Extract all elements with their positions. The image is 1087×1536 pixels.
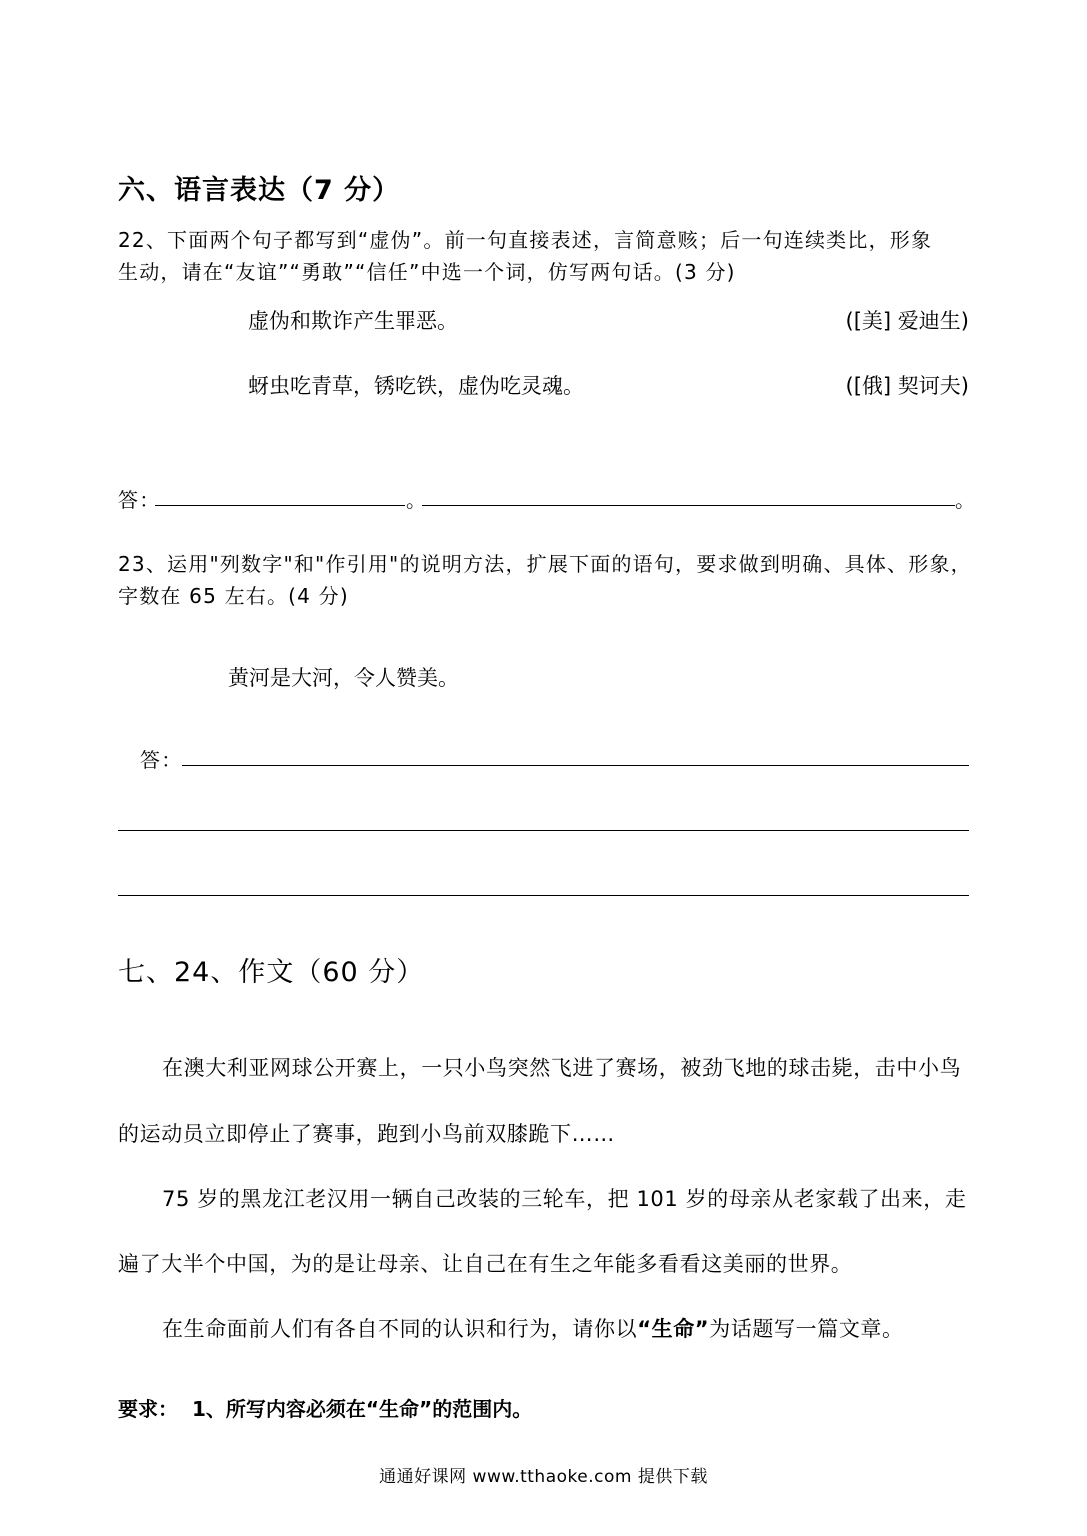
q23-answer-blank-2[interactable] (118, 830, 969, 831)
section-7-heading: 七、24、作文（60 分） (118, 957, 425, 988)
essay-topic-after: 为话题写一篇文章。 (709, 1317, 904, 1341)
q22-quote-1-text: 虚伪和欺诈产生罪恶。 (248, 309, 458, 333)
essay-topic (162, 1313, 904, 1343)
q23-line-2: 字数在 65 左右。(4 分) (118, 584, 349, 608)
q22-quote-2-author: ([俄] 契诃夫) (845, 374, 969, 398)
q22-answer-label: 答： (118, 488, 161, 512)
essay-paragraph-2-line-2: 遍了大半个中国，为的是让母亲、让自己在有生之年能多看看这美丽的世界。 (118, 1252, 853, 1276)
q23-line-1: 23、运用"列数字"和"作引用"的说明方法，扩展下面的语句，要求做到明确、具体、形象， (118, 552, 972, 576)
q22-line-1: 22、下面两个句子都写到“虚伪”。前一句直接表述，言简意赅；后一句连续类比，形象 (118, 228, 933, 252)
q22-period-1: 。 (406, 488, 428, 512)
requirement-item-1: 1、所写内容必须在“生命”的范围内。 (192, 1397, 533, 1421)
essay-paragraph-1-line-2: 的运动员立即停止了赛事，跑到小鸟前双膝跪下…… (118, 1122, 615, 1146)
essay-paragraph-1-line-1: 在澳大利亚网球公开赛上，一只小鸟突然飞进了赛场，被劲飞地的球击毙，击中小鸟 (162, 1056, 962, 1080)
page-footer: 通通好课网 www.tthaoke.com 提供下载 (379, 1467, 708, 1487)
requirement-label: 要求： (118, 1397, 178, 1421)
section-6-heading: 六、语言表达（7 分） (118, 175, 401, 206)
q22-quote-1-author: ([美] 爱迪生) (845, 309, 969, 333)
q22-line-2: 生动，请在“友谊”“勇敢”“信任”中选一个词，仿写两句话。(3 分) (118, 260, 736, 284)
essay-topic-keyword: “生命” (637, 1317, 710, 1341)
q23-answer-label: 答： (140, 748, 183, 772)
q23-answer-blank-1[interactable] (182, 765, 969, 766)
q22-answer-blank-2[interactable] (422, 505, 955, 506)
essay-paragraph-2-line-1: 75 岁的黑龙江老汉用一辆自己改装的三轮车，把 101 岁的母亲从老家载了出来，走 (162, 1187, 967, 1211)
q22-answer-blank-1[interactable] (155, 505, 405, 506)
q23-answer-blank-3[interactable] (118, 895, 969, 896)
q22-quote-2-text: 蚜虫吃青草，锈吃铁，虚伪吃灵魂。 (248, 374, 584, 398)
q22-period-2: 。 (955, 488, 977, 512)
essay-topic-before: 在生命面前人们有各自不同的认识和行为，请你以 (162, 1317, 638, 1341)
q23-sentence: 黄河是大河，令人赞美。 (228, 666, 459, 690)
